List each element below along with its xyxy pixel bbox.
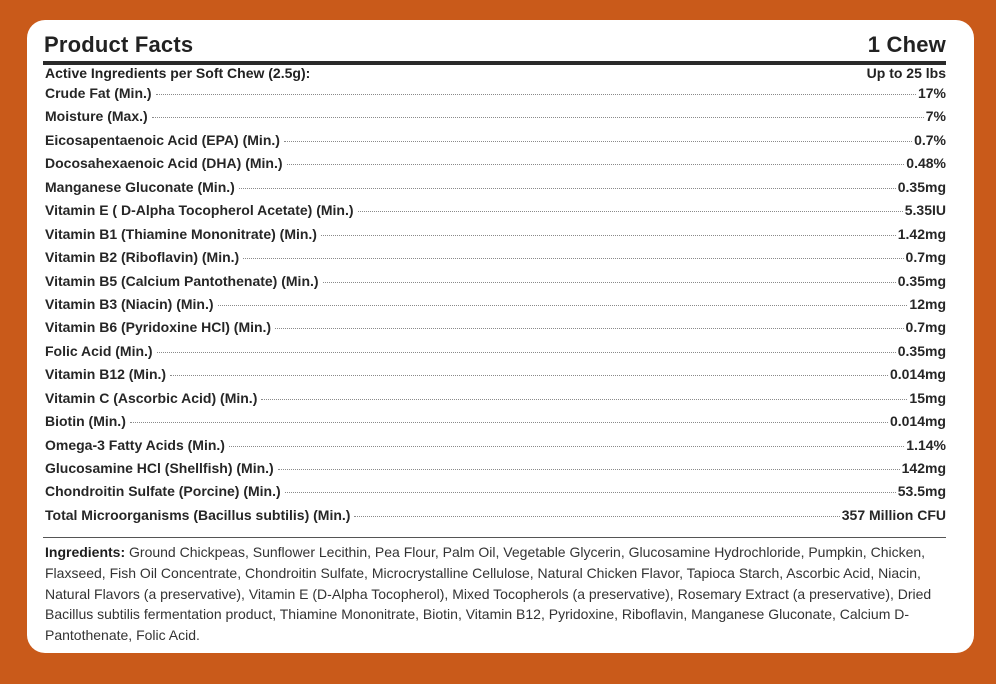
dot-leader (285, 492, 896, 493)
ingredients-label: Ingredients: (45, 544, 126, 560)
nutrient-name: Vitamin B1 (Thiamine Mononitrate) (Min.) (45, 225, 317, 242)
dot-leader (287, 164, 905, 165)
nutrient-value: 12mg (909, 295, 946, 312)
section-divider (43, 537, 946, 538)
nutrient-row (45, 390, 946, 413)
nutrient-row (45, 366, 946, 389)
ingredients-block (45, 542, 950, 646)
dot-leader (239, 188, 896, 189)
nutrient-value: 0.7mg (905, 319, 946, 336)
nutrient-name: Moisture (Max.) (45, 108, 148, 125)
nutrient-value: 0.48% (906, 155, 946, 172)
nutrient-name: Glucosamine HCl (Shellfish) (Min.) (45, 460, 274, 476)
dot-leader (243, 258, 903, 259)
nutrient-name: Vitamin C (Ascorbic Acid) (Min.) (45, 389, 258, 406)
nutrient-row (45, 296, 946, 319)
nutrient-name: Folic Acid (Min.) (45, 342, 153, 359)
dot-leader (275, 328, 903, 329)
nutrient-value: 357 Million CFU (841, 506, 946, 523)
nutrient-name: Biotin (Min.) (45, 413, 126, 430)
nutrient-value: 0.35mg (897, 272, 946, 289)
dot-leader (170, 375, 888, 376)
product-facts-panel (27, 20, 974, 653)
nutrient-name: Vitamin B3 (Niacin) (Min.) (45, 295, 214, 312)
nutrient-row (45, 273, 946, 296)
nutrient-row (45, 132, 946, 155)
nutrient-row (45, 507, 946, 530)
nutrient-value: 1.42mg (897, 225, 946, 242)
dot-leader (218, 305, 908, 306)
nutrient-value: 0.014mg (889, 366, 946, 383)
nutrient-name: Crude Fat (Min.) (45, 85, 152, 101)
facts-subheader (45, 62, 946, 84)
nutrient-value: 0.7% (914, 131, 946, 148)
dot-leader (229, 446, 904, 447)
nutrient-value: 53.5mg (897, 483, 946, 500)
nutrient-name: Total Microorganisms (Bacillus subtilis) (Min.) (45, 506, 351, 523)
facts-header (44, 32, 946, 58)
nutrient-value: 5.35IU (904, 202, 946, 219)
dot-leader (261, 399, 907, 400)
nutrient-row (45, 413, 946, 436)
nutrient-name: Vitamin B5 (Calcium Pantothenate) (Min.) (45, 272, 319, 289)
dot-leader (152, 117, 924, 118)
nutrient-row (45, 108, 946, 131)
nutrient-row (45, 226, 946, 249)
dot-leader (358, 211, 903, 212)
nutrient-value: 0.35mg (897, 342, 946, 359)
nutrient-row (45, 319, 946, 342)
dot-leader (321, 235, 896, 236)
nutrient-name: Vitamin B2 (Riboflavin) (Min.) (45, 249, 240, 266)
dot-leader (284, 141, 912, 142)
dot-leader (323, 282, 896, 283)
nutrient-row (45, 483, 946, 506)
facts-title: Product Facts (44, 32, 194, 57)
nutrient-row (45, 460, 946, 483)
nutrient-row (45, 179, 946, 202)
dot-leader (354, 516, 839, 517)
nutrient-name: Vitamin B6 (Pyridoxine HCl) (Min.) (45, 319, 272, 336)
nutrient-value: 1.14% (906, 436, 946, 453)
ingredients-text: Ground Chickpeas, Sunflower Lecithin, Pea Flour, Palm Oil, Vegetable Glycerin, Glucosamine Hydrochloride, Pumpkin, Chicken, Flaxseed, Fish Oil Concentrate, Chondroitin Sulfate, Microcrystalline Cellulose, Natural Chicken Flavor, Tapioca Starch, Ascorbic Acid, Niacin, Natural Flavors (a preservative), Vitamin E (D-Alpha Tocopherol), Mixed Tocopherols (a preservative), Rosemary Extract (a preservative), Dried Bacillus subtilis fermentation product, Thiamine Mononitrate, Biotin, Vitamin B12, Pyridoxine, Riboflavin, Manganese Gluconate, Calcium D-Pantothenate, Folic Acid. (45, 544, 932, 644)
dot-leader (156, 94, 916, 95)
nutrient-value: 0.35mg (897, 178, 946, 195)
nutrient-row (45, 437, 946, 460)
nutrient-row (45, 343, 946, 366)
nutrient-value: 0.7mg (905, 249, 946, 266)
nutrient-row (45, 155, 946, 178)
nutrient-name: Docosahexaenoic Acid (DHA) (Min.) (45, 155, 283, 172)
nutrient-list (45, 85, 946, 530)
nutrient-name: Eicosapentaenoic Acid (EPA) (Min.) (45, 131, 280, 148)
nutrient-name: Vitamin E ( D-Alpha Tocopherol Acetate) (Min.) (45, 202, 354, 219)
nutrient-value: 17% (917, 85, 946, 101)
nutrient-value: 15mg (909, 389, 946, 406)
nutrient-value: 0.014mg (889, 413, 946, 430)
nutrient-row (45, 202, 946, 225)
nutrient-value: 142mg (901, 460, 946, 476)
nutrient-name: Vitamin B12 (Min.) (45, 366, 167, 383)
dot-leader (130, 422, 888, 423)
nutrient-row (45, 249, 946, 272)
nutrient-name: Manganese Gluconate (Min.) (45, 178, 235, 195)
subheader-label: Active Ingredients per Soft Chew (2.5g): (45, 65, 311, 81)
nutrient-name: Omega-3 Fatty Acids (Min.) (45, 436, 225, 453)
nutrient-row (45, 85, 946, 108)
serving-size: 1 Chew (867, 32, 946, 57)
subheader-value: Up to 25 lbs (866, 65, 946, 81)
dot-leader (278, 469, 900, 470)
nutrient-value: 7% (925, 108, 946, 125)
dot-leader (157, 352, 896, 353)
nutrient-name: Chondroitin Sulfate (Porcine) (Min.) (45, 483, 281, 500)
